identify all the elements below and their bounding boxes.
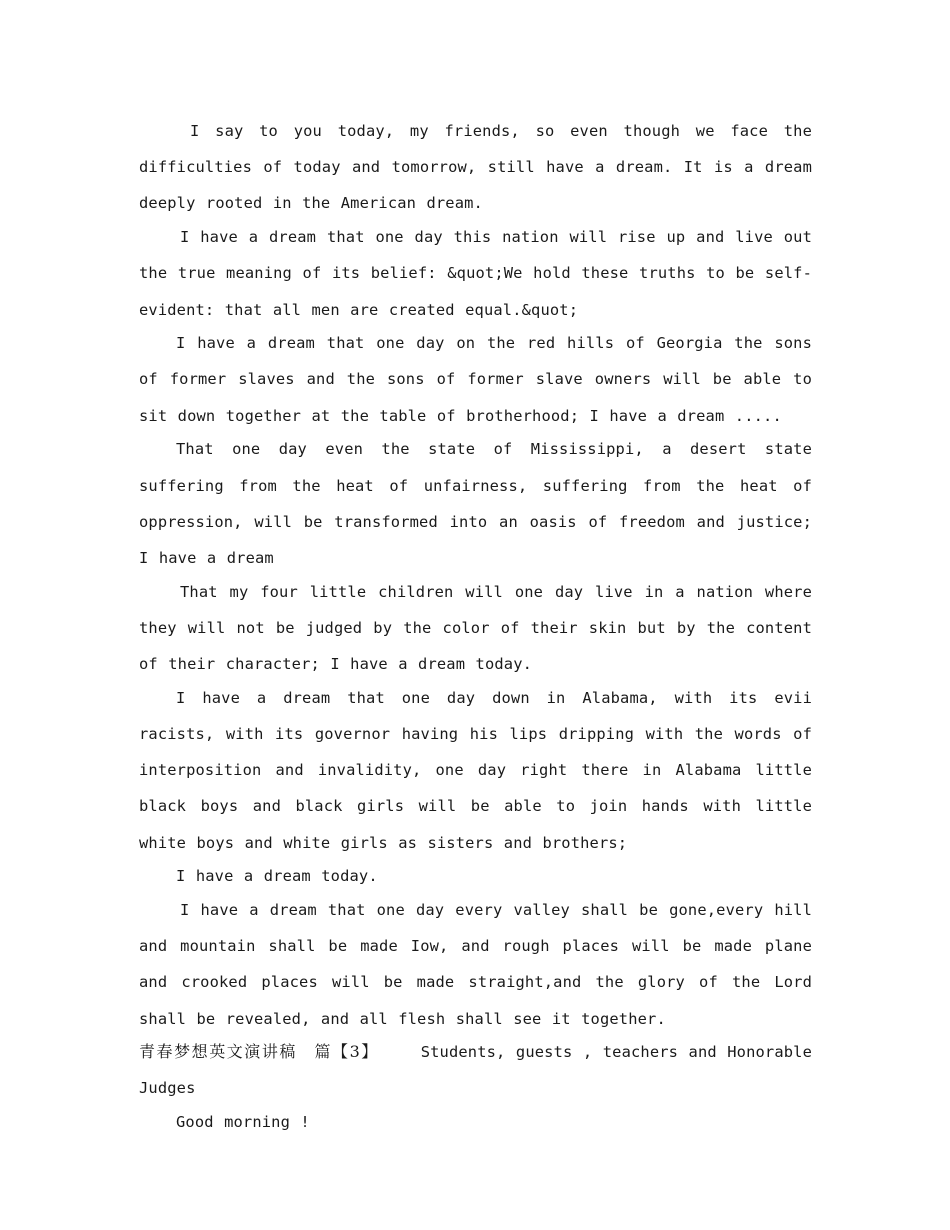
document-body	[139, 113, 812, 1138]
paragraph-8: I have a dream that one day every valley shall be gone,every hill and mountain shall be made Iow, and rough places will be made plane and crooked places will be made straight,and the glory of the Lord shall be revealed, and all flesh shall see it together.	[139, 900, 812, 1028]
paragraph-5: That my four little children will one day live in a nation where they will not be judged by the color of their skin but by the content of their character; I have a dream today.	[139, 582, 812, 674]
paragraph-3: I have a dream that one day on the red hills of Georgia the sons of former slaves and the sons of former slave owners will be able to sit down together at the table of brotherhood; I have a dream .....	[139, 334, 812, 425]
paragraph-2: I have a dream that one day this nation will rise up and live out the true meaning of its belief: &quot;We hold these truths to be self-evident: that all men are created equal.&quot;	[139, 228, 812, 319]
paragraph-6: I have a dream that one day down in Alabama, with its evii racists, with its governor having his lips dripping with the words of interposition and invalidity, one day right there in Alabama little black boys and black girls will be able to join hands with little white boys and white girls as sisters and brothers;	[139, 688, 812, 852]
paragraph-7: I have a dream today.	[176, 867, 378, 886]
section-heading-text: Students, guests , teachers and Honorable Judges	[139, 1043, 812, 1098]
greeting: Good morning !	[176, 1113, 310, 1132]
paragraph-4: That one day even the state of Mississippi, a desert state suffering from the heat of unfairness, suffering from the heat of oppression, will be transformed into an oasis of freedom and justice; I have a dream	[139, 440, 812, 567]
paragraph-1: I say to you today, my friends, so even though we face the difficulties of today and tomorrow, still have a dream. It is a dream deeply rooted in the American dream.	[139, 122, 812, 213]
section-heading	[139, 1034, 812, 1106]
section-title: 青春梦想英文演讲稿 篇【3】	[139, 1042, 379, 1062]
